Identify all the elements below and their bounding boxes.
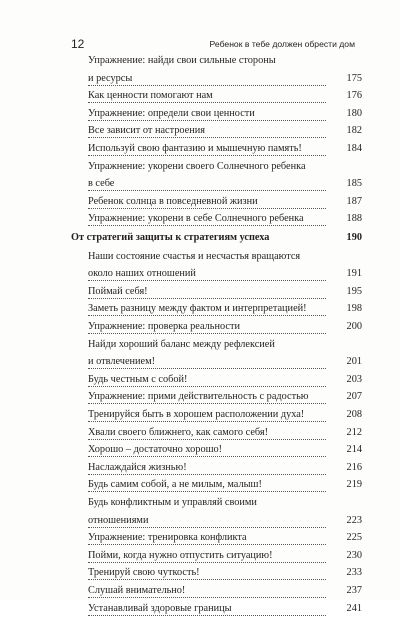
toc-entry-title-cell bbox=[88, 105, 326, 123]
toc-entry bbox=[0, 512, 400, 530]
toc-entry bbox=[0, 371, 400, 389]
toc-entry-title-cell bbox=[88, 158, 326, 176]
toc-entry-title-cell bbox=[88, 547, 326, 565]
toc-entry-title-cell bbox=[88, 441, 326, 459]
toc-entry-title-cell bbox=[88, 388, 326, 406]
toc-entry bbox=[0, 265, 400, 283]
toc-entry-page: 201 bbox=[346, 356, 362, 368]
toc-entry-title-cell bbox=[88, 529, 326, 547]
toc-entry-title-cell bbox=[88, 512, 326, 530]
toc-entry-title-cell bbox=[88, 52, 326, 70]
toc-entry bbox=[0, 564, 400, 582]
toc-entry-title: Слушай внимательно! bbox=[88, 585, 186, 596]
toc-entry bbox=[0, 388, 400, 406]
toc-entry-title-cell bbox=[88, 283, 326, 301]
toc-entry-title: Тренируйся быть в хорошем расположении духа! bbox=[88, 409, 305, 420]
toc-entry-page: 198 bbox=[346, 303, 362, 315]
toc-entry-page: 188 bbox=[346, 213, 362, 225]
toc-entry-page: 212 bbox=[346, 426, 362, 438]
toc-entry bbox=[0, 210, 400, 228]
toc-entry-title: Будь честным с собой! bbox=[88, 373, 188, 385]
toc-entry bbox=[0, 52, 400, 70]
toc-entry-title: в себе bbox=[88, 178, 115, 190]
toc-entry-title-cell bbox=[88, 476, 326, 494]
toc-entry-title: Устанавливай здоровые границы bbox=[88, 602, 232, 614]
toc-entry bbox=[0, 494, 400, 512]
toc-entry-title-cell bbox=[88, 353, 326, 371]
toc-entry bbox=[0, 441, 400, 459]
toc-entry-title-cell bbox=[71, 229, 328, 247]
toc-entry-title-cell bbox=[88, 371, 326, 389]
toc-entry-page: 176 bbox=[346, 90, 362, 102]
toc-entry-page: 195 bbox=[346, 285, 362, 297]
toc-entry-page: 185 bbox=[346, 178, 362, 190]
toc-entry-title: Упражнение: прими действительность с радостью bbox=[88, 391, 309, 403]
toc-entry-title-cell bbox=[88, 424, 326, 442]
toc-entry-title-cell bbox=[88, 459, 326, 477]
toc-entry-title: Упражнение: определи свои ценности bbox=[88, 107, 255, 119]
toc-entry-title-cell bbox=[88, 265, 326, 283]
toc-entry-title-cell bbox=[88, 494, 326, 512]
toc-entry-title: Будь самим собой, а не милым, малыш! bbox=[88, 479, 262, 491]
toc-entry bbox=[0, 459, 400, 477]
toc-entry-page: 219 bbox=[346, 479, 362, 491]
toc-entry-title-cell bbox=[88, 318, 326, 336]
toc-entry-page: 203 bbox=[346, 373, 362, 385]
toc-entry-title: Упражнение: тренировка конфликта bbox=[88, 532, 247, 544]
toc-entry-page: 200 bbox=[346, 321, 362, 332]
toc-entry-title-cell bbox=[88, 193, 326, 211]
toc-entry-title-cell bbox=[88, 210, 326, 228]
toc-entry-title: Все зависит от настроения bbox=[88, 125, 205, 137]
toc-entry bbox=[0, 300, 400, 318]
toc-entry bbox=[0, 70, 400, 88]
toc-entry-title-cell bbox=[88, 336, 326, 354]
toc-entry bbox=[0, 336, 400, 354]
toc-entry-title: Ребенок солнца в повседневной жизни bbox=[88, 195, 258, 207]
toc-entry bbox=[0, 547, 400, 565]
toc-entry-title: около наших отношений bbox=[88, 268, 196, 280]
toc-entry-title: Упражнение: укорени своего Солнечного ребенка bbox=[88, 160, 306, 172]
toc-entry bbox=[0, 87, 400, 105]
toc-entry-title-cell bbox=[88, 122, 326, 140]
toc-entry-title-cell bbox=[88, 70, 326, 88]
toc-entry-page: 237 bbox=[346, 585, 362, 596]
toc-entry bbox=[0, 283, 400, 301]
toc-entry-page: 223 bbox=[346, 514, 362, 526]
toc-entry-page: 184 bbox=[346, 143, 362, 154]
toc-entry bbox=[0, 476, 400, 494]
toc-entry bbox=[0, 600, 400, 618]
toc-entry-title: Упражнение: проверка реальности bbox=[88, 321, 240, 332]
toc-entry bbox=[0, 406, 400, 424]
toc-entry-page: 241 bbox=[346, 602, 362, 614]
page-number: 12 bbox=[71, 37, 85, 51]
toc-entry-title: Наши состояние счастья и несчастья вращаются bbox=[88, 250, 301, 262]
toc-entry-page: 175 bbox=[346, 72, 362, 84]
toc-entry bbox=[0, 582, 400, 600]
toc-entry-title: Используй свою фантазию и мышечную память! bbox=[88, 143, 302, 154]
toc-entry-title: Упражнение: найди свои сильные стороны bbox=[88, 55, 276, 66]
toc-entry-title: Хорошо – достаточно хорошо! bbox=[88, 444, 223, 456]
running-title: Ребенок в тебе должен обрести дом bbox=[209, 39, 355, 49]
toc-entry-title: Заметь разницу между фактом и интерпретацией! bbox=[88, 303, 307, 315]
toc-entry-title-cell bbox=[88, 140, 326, 158]
toc-entry-title-cell bbox=[88, 582, 326, 600]
toc-entry-title: Будь конфликтным и управляй своими bbox=[88, 497, 257, 508]
toc-entry-title: отношениями bbox=[88, 514, 149, 526]
toc-entry bbox=[0, 105, 400, 123]
toc-entry-title-cell bbox=[88, 87, 326, 105]
toc-entry-page: 225 bbox=[346, 532, 362, 544]
toc-entry-title: Упражнение: укорени в себе Солнечного ребенка bbox=[88, 213, 304, 225]
toc-entry-title: Наслаждайся жизнью! bbox=[88, 461, 187, 473]
toc-entry-title-cell bbox=[88, 175, 326, 193]
toc-entry-title: Тренируй свою чуткость! bbox=[88, 567, 200, 579]
toc-entry bbox=[0, 318, 400, 336]
toc-entry-page: 216 bbox=[346, 461, 362, 473]
toc-entry-title: Пойми, когда нужно отпустить ситуацию! bbox=[88, 549, 273, 561]
toc-entry-title-cell bbox=[88, 564, 326, 582]
toc-entry-page: 233 bbox=[346, 567, 362, 579]
toc-entry-title: Хвали своего ближнего, как самого себя! bbox=[88, 426, 269, 438]
toc-entry-title-cell bbox=[88, 300, 326, 318]
toc-entry-page: 214 bbox=[346, 444, 362, 456]
toc-entry-title: Как ценности помогают нам bbox=[88, 90, 213, 102]
toc-entry-title-cell bbox=[88, 406, 326, 424]
toc-entry-title: От стратегий защиты к стратегиям успеха bbox=[71, 232, 270, 243]
toc-entry-page: 182 bbox=[346, 125, 362, 137]
toc-entry-title-cell bbox=[88, 600, 326, 618]
toc-section-heading bbox=[0, 229, 400, 247]
toc-entry-title: Найди хороший баланс между рефлексией bbox=[88, 338, 275, 350]
toc-entry-page: 187 bbox=[346, 195, 362, 207]
toc-entry-title: и отвлечением! bbox=[88, 356, 156, 368]
toc-entry bbox=[0, 248, 400, 266]
toc-entry bbox=[0, 158, 400, 176]
toc-entry bbox=[0, 529, 400, 547]
toc-entry-page: 207 bbox=[346, 391, 362, 403]
toc-entry-page: 180 bbox=[346, 107, 362, 119]
toc-entry bbox=[0, 193, 400, 211]
toc-entry bbox=[0, 140, 400, 158]
toc-entry-page: 208 bbox=[346, 409, 362, 420]
toc-entry bbox=[0, 353, 400, 371]
toc-entry-page: 190 bbox=[346, 232, 362, 243]
toc-entry-title: Поймай себя! bbox=[88, 285, 148, 297]
toc-entry-page: 230 bbox=[346, 549, 362, 561]
toc-entry bbox=[0, 122, 400, 140]
toc-entry-title-cell bbox=[88, 248, 326, 266]
toc-entry-page: 191 bbox=[346, 268, 362, 280]
toc-entry bbox=[0, 175, 400, 193]
toc-entry-title: и ресурсы bbox=[88, 72, 133, 84]
toc-entry bbox=[0, 424, 400, 442]
